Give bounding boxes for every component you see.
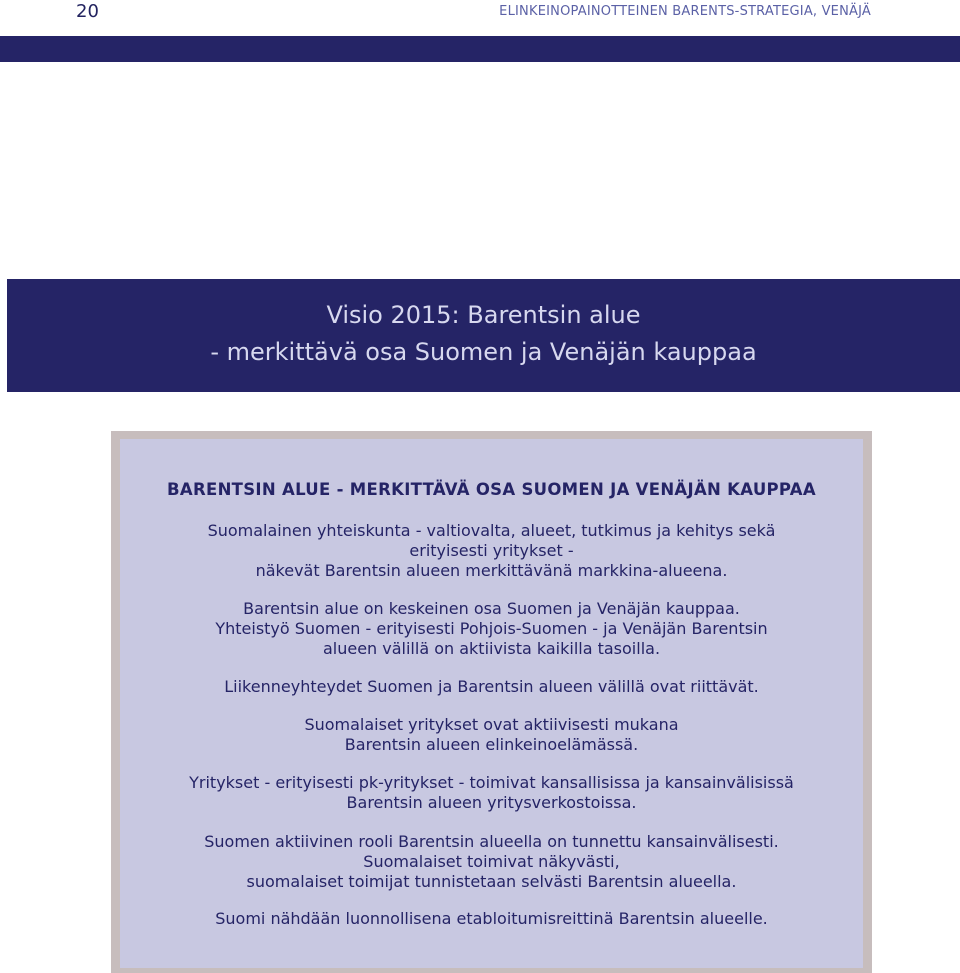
box-line-7: Liikenneyhteydet Suomen ja Barentsin alueen välillä ovat riittävät. [224,677,759,696]
box-line-5: Yhteistyö Suomen - erityisesti Pohjois-Suomen - ja Venäjän Barentsin [215,619,768,638]
box-line-12: Suomen aktiivinen rooli Barentsin alueella on tunnettu kansainvälisesti. [204,832,779,851]
page-number: 20 [76,1,99,22]
running-title: ELINKEINOPAINOTTEINEN BARENTS-STRATEGIA, VENÄJÄ [499,4,871,19]
box-line-6: alueen välillä on aktiivista kaikilla tasoilla. [322,639,661,658]
box-line-8: Suomalaiset yritykset ovat aktiivisesti mukana [304,715,679,734]
title-band [7,279,960,392]
vision-box [120,439,863,968]
box-line-2: erityisesti yritykset - [409,541,574,560]
box-line-4: Barentsin alue on keskeinen osa Suomen ja Venäjän kauppaa. [243,599,740,618]
box-line-9: Barentsin alueen elinkeinoelämässä. [344,735,639,754]
box-line-14: suomalaiset toimijat tunnistetaan selvästi Barentsin alueella. [246,872,737,891]
title-line-1: Visio 2015: Barentsin alue [326,301,641,329]
box-line-13: Suomalaiset toimivat näkyvästi, [363,852,620,871]
box-line-15: Suomi nähdään luonnollisena etabloitumisreittinä Barentsin alueelle. [215,909,768,928]
box-line-1: Suomalainen yhteiskunta - valtiovalta, alueet, tutkimus ja kehitys sekä [207,521,776,540]
box-line-10: Yritykset - erityisesti pk-yritykset - toimivat kansallisissa ja kansainvälisissä [189,773,794,792]
title-line-2: - merkittävä osa Suomen ja Venäjän kauppaa [210,338,757,366]
header-rule [0,36,960,62]
vision-box-heading: BARENTSIN ALUE - MERKITTÄVÄ OSA SUOMEN JA VENÄJÄN KAUPPAA [167,480,816,499]
box-line-3: näkevät Barentsin alueen merkittävänä markkina-alueena. [255,561,728,580]
box-line-11: Barentsin alueen yritysverkostoissa. [346,793,637,812]
